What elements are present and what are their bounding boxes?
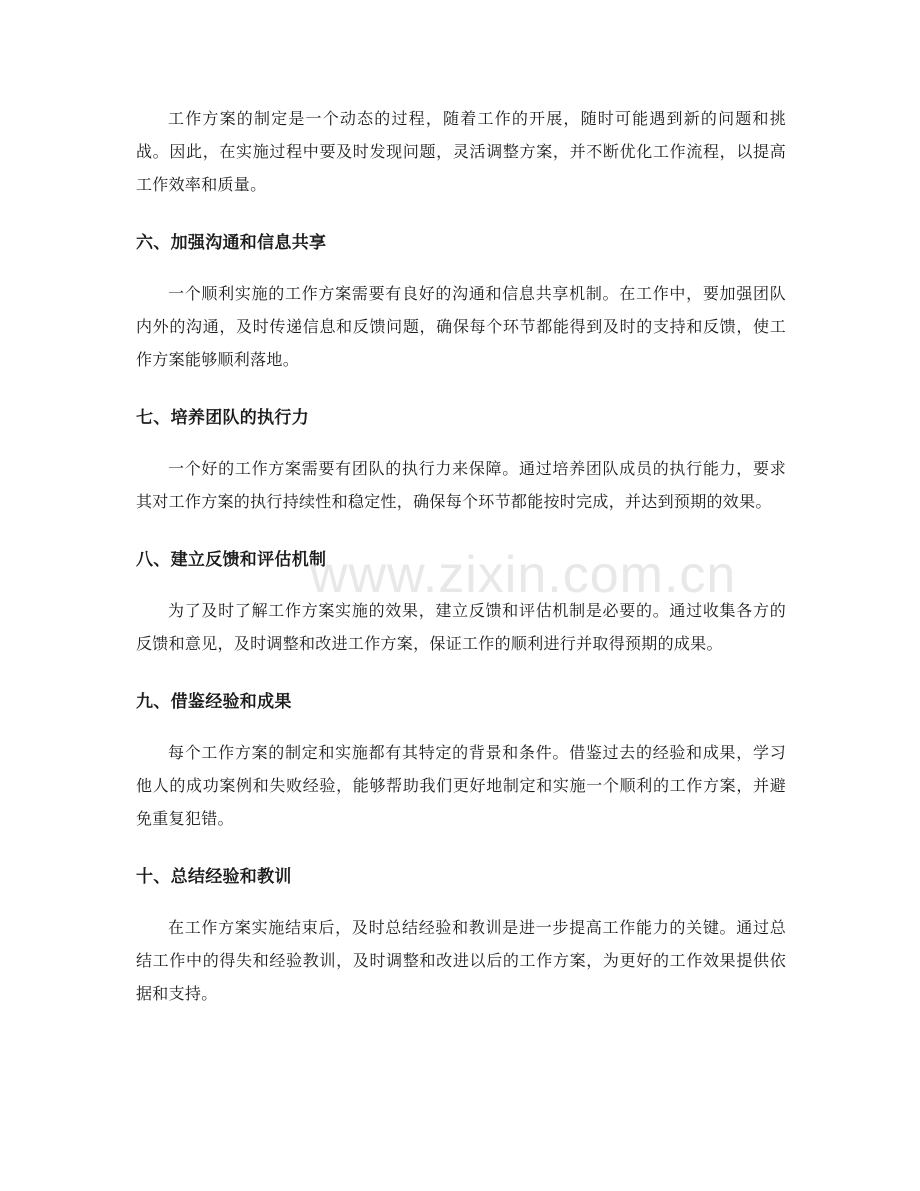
paragraph-intro: 工作方案的制定是一个动态的过程，随着工作的开展，随时可能遇到新的问题和挑战。因此，在实施过程中要及时发现问题，灵活调整方案，并不断优化工作流程，以提高工作效率和质量。 [136, 109, 786, 194]
document-content [136, 102, 786, 1010]
paragraph-section-10: 在工作方案实施结束后，及时总结经验和教训是进一步提高工作能力的关键。通过总结工作中的得失和经验教训，及时调整和改进以后的工作方案，为更好的工作效果提供依据和支持。 [136, 918, 786, 1003]
paragraph-section-7: 一个好的工作方案需要有团队的执行力来保障。通过培养团队成员的执行能力，要求其对工作方案的执行持续性和稳定性，确保每个环节都能按时完成，并达到预期的效果。 [136, 459, 786, 511]
paragraph-section-8: 为了及时了解工作方案实施的效果，建立反馈和评估机制是必要的。通过收集各方的反馈和意见，及时调整和改进工作方案，保证工作的顺利进行并取得预期的成果。 [136, 601, 786, 653]
section-heading-8: 八、建立反馈和评估机制 [136, 550, 327, 570]
section-heading-9: 九、借鉴经验和成果 [136, 692, 292, 712]
paragraph-section-9: 每个工作方案的制定和实施都有其特定的背景和条件。借鉴过去的经验和成果，学习他人的成功案例和失败经验，能够帮助我们更好地制定和实施一个顺利的工作方案，并避免重复犯错。 [136, 743, 786, 828]
watermark: www.zixin.com.cn [310, 546, 737, 604]
section-heading-10: 十、总结经验和教训 [136, 867, 292, 887]
section-heading-7: 七、培养团队的执行力 [136, 408, 309, 428]
section-heading-6: 六、加强沟通和信息共享 [136, 233, 327, 253]
paragraph-section-6: 一个顺利实施的工作方案需要有良好的沟通和信息共享机制。在工作中，要加强团队内外的沟通，及时传递信息和反馈问题，确保每个环节都能得到及时的支持和反馈，使工作方案能够顺利落地。 [136, 284, 786, 369]
